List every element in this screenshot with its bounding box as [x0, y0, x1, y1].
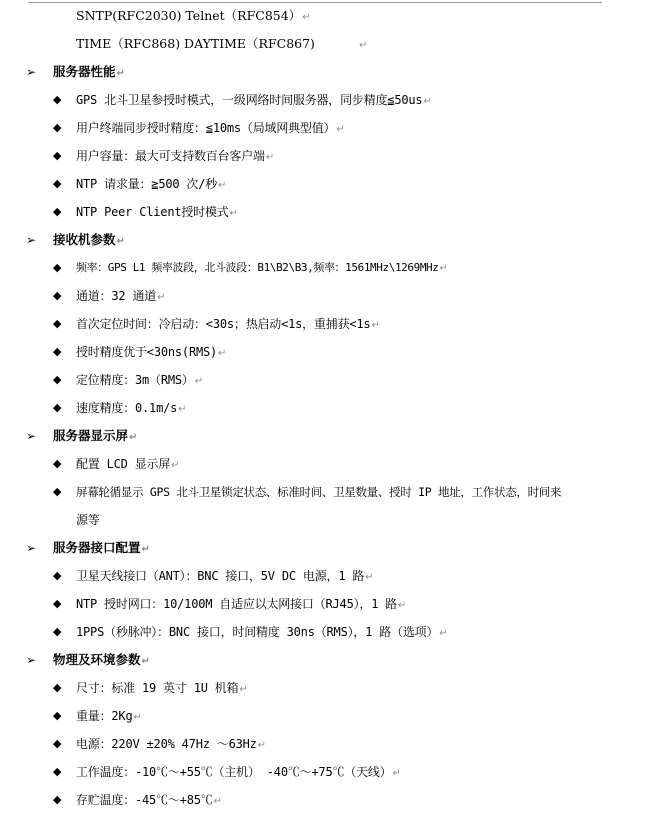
diamond-bullet-icon: ◆ — [53, 345, 62, 358]
diamond-bullet-icon: ◆ — [53, 625, 62, 638]
item-text: 电源：220V ±20% 47Hz ～63Hz↵ — [76, 737, 266, 751]
protocol-line — [76, 6, 311, 26]
item-text: 源等 — [76, 513, 100, 527]
list-item — [0, 762, 662, 782]
item-text: 授时精度优于<30ns(RMS)↵ — [76, 345, 227, 359]
paragraph-mark-icon: ↵ — [229, 208, 238, 219]
paragraph-mark-icon: ↵ — [178, 404, 187, 415]
item-text: GPS 北斗卫星参授时模式，一级网络时间服务器，同步精度≦50us↵ — [76, 93, 432, 107]
list-item — [0, 678, 662, 698]
paragraph-mark-icon: ↵ — [439, 263, 448, 274]
item-text: 频率：GPS L1 频率波段，北斗波段：B1\B2\B3,频率：1561MHz\1269MHz↵ — [76, 261, 448, 274]
paragraph-mark-icon: ↵ — [194, 376, 203, 387]
paragraph-mark-icon: ↵ — [129, 432, 138, 443]
diamond-bullet-icon: ◆ — [53, 401, 62, 414]
diamond-bullet-icon: ◆ — [53, 737, 62, 750]
paragraph-mark-icon: ↵ — [392, 768, 401, 779]
protocol-text: TIME（RFC868) DAYTIME（RFC867) — [76, 36, 315, 51]
item-text: 尺寸：标准 19 英寸 1U 机箱↵ — [76, 681, 248, 695]
diamond-bullet-icon: ◆ — [53, 121, 62, 134]
list-item — [0, 594, 662, 614]
paragraph-mark-icon: ↵ — [171, 460, 180, 471]
paragraph-mark-icon: ↵ — [218, 180, 227, 191]
arrow-bullet-icon: ➢ — [26, 653, 37, 667]
list-item — [0, 118, 662, 138]
paragraph-mark-icon: ↵ — [141, 544, 150, 555]
item-text: 定位精度：3m（RMS）↵ — [76, 373, 203, 387]
list-item — [0, 90, 662, 110]
item-text: 首次定位时间：冷启动：<30s；热启动<1s，重捕获<1s↵ — [76, 317, 380, 331]
paragraph-mark-icon: ↵ — [133, 712, 142, 723]
item-text: NTP 授时网口：10/100M 自适应以太网接口（RJ45），1 路↵ — [76, 597, 407, 611]
section-heading-receiver — [0, 230, 662, 250]
diamond-bullet-icon: ◆ — [53, 93, 62, 106]
diamond-bullet-icon: ◆ — [53, 765, 62, 778]
list-item — [0, 258, 662, 278]
paragraph-mark-icon: ↵ — [213, 796, 222, 807]
diamond-bullet-icon: ◆ — [53, 569, 62, 582]
arrow-bullet-icon: ➢ — [26, 541, 37, 555]
diamond-bullet-icon: ◆ — [53, 289, 62, 302]
diamond-bullet-icon: ◆ — [53, 597, 62, 610]
paragraph-mark-icon: ↵ — [302, 12, 311, 23]
list-item — [0, 202, 662, 222]
list-item — [0, 174, 662, 194]
section-heading-display — [0, 426, 662, 446]
protocol-line — [76, 34, 367, 54]
diamond-bullet-icon: ◆ — [53, 681, 62, 694]
paragraph-mark-icon: ↵ — [157, 292, 166, 303]
paragraph-mark-icon: ↵ — [257, 740, 266, 751]
arrow-bullet-icon: ➢ — [26, 233, 37, 247]
section-title: 服务器显示屏↵ — [53, 428, 138, 443]
protocol-text: SNTP(RFC2030) Telnet（RFC854） — [76, 8, 302, 23]
list-item — [0, 146, 662, 166]
paragraph-mark-icon: ↵ — [423, 96, 432, 107]
paragraph-mark-icon: ↵ — [116, 68, 125, 79]
diamond-bullet-icon: ◆ — [53, 793, 62, 806]
section-title: 服务器接口配置↵ — [53, 540, 150, 555]
item-text: NTP Peer Client授时模式↵ — [76, 205, 238, 219]
diamond-bullet-icon: ◆ — [53, 317, 62, 330]
paragraph-mark-icon: ↵ — [239, 684, 248, 695]
list-item — [0, 622, 662, 642]
diamond-bullet-icon: ◆ — [53, 373, 62, 386]
arrow-bullet-icon: ➢ — [26, 429, 37, 443]
diamond-bullet-icon: ◆ — [53, 457, 62, 470]
section-heading-interfaces — [0, 538, 662, 558]
item-text: 配置 LCD 显示屏↵ — [76, 457, 180, 471]
paragraph-mark-icon: ↵ — [365, 572, 374, 583]
list-item — [0, 370, 662, 390]
item-text: 用户终端同步授时精度：≦10ms（局域网典型值）↵ — [76, 121, 345, 135]
item-text: 1PPS（秒脉冲）：BNC 接口，时间精度 30ns（RMS），1 路（选项）↵ — [76, 625, 448, 639]
diamond-bullet-icon: ◆ — [53, 177, 62, 190]
header-rule — [28, 2, 602, 3]
list-item — [0, 566, 662, 586]
list-item — [0, 398, 662, 418]
arrow-bullet-icon: ➢ — [26, 65, 37, 79]
diamond-bullet-icon: ◆ — [53, 709, 62, 722]
list-item — [0, 734, 662, 754]
item-text: 重量：2Kg↵ — [76, 709, 142, 723]
paragraph-mark-icon: ↵ — [265, 152, 274, 163]
list-item — [0, 286, 662, 306]
paragraph-mark-icon: ↵ — [439, 628, 448, 639]
paragraph-mark-icon: ↵ — [358, 40, 368, 51]
paragraph-mark-icon: ↵ — [336, 124, 345, 135]
item-text: 工作温度：-10℃～+55℃（主机） -40℃～+75℃（天线）↵ — [76, 765, 401, 779]
list-item — [0, 314, 662, 334]
item-text: NTP 请求量：≧500 次/秒↵ — [76, 177, 227, 191]
section-title: 接收机参数↵ — [53, 232, 125, 247]
list-item — [0, 790, 662, 810]
diamond-bullet-icon: ◆ — [53, 261, 62, 274]
section-title: 物理及环境参数↵ — [53, 652, 150, 667]
item-text: 速度精度：0.1m/s↵ — [76, 401, 187, 415]
list-item-continuation — [0, 510, 662, 530]
list-item — [0, 706, 662, 726]
paragraph-mark-icon: ↵ — [116, 236, 125, 247]
list-item — [0, 482, 662, 502]
paragraph-mark-icon: ↵ — [218, 348, 227, 359]
diamond-bullet-icon: ◆ — [53, 205, 62, 218]
item-text: 用户容量：最大可支持数百台客户端↵ — [76, 149, 274, 163]
section-title: 服务器性能↵ — [53, 64, 125, 79]
list-item — [0, 454, 662, 474]
paragraph-mark-icon: ↵ — [141, 656, 150, 667]
paragraph-mark-icon: ↵ — [371, 320, 380, 331]
item-text: 存贮温度：-45℃～+85℃↵ — [76, 793, 222, 807]
section-heading-performance — [0, 62, 662, 82]
item-text: 通道：32 通道↵ — [76, 289, 166, 303]
paragraph-mark-icon: ↵ — [398, 600, 407, 611]
item-text: 卫星天线接口（ANT）：BNC 接口，5V DC 电源，1 路↵ — [76, 569, 374, 583]
diamond-bullet-icon: ◆ — [53, 149, 62, 162]
item-text: 屏幕轮循显示 GPS 北斗卫星锁定状态、标准时间、卫星数量、授时 IP 地址，工作状态，时间来 — [76, 485, 562, 499]
list-item — [0, 342, 662, 362]
section-heading-physical — [0, 650, 662, 670]
diamond-bullet-icon: ◆ — [53, 485, 62, 498]
